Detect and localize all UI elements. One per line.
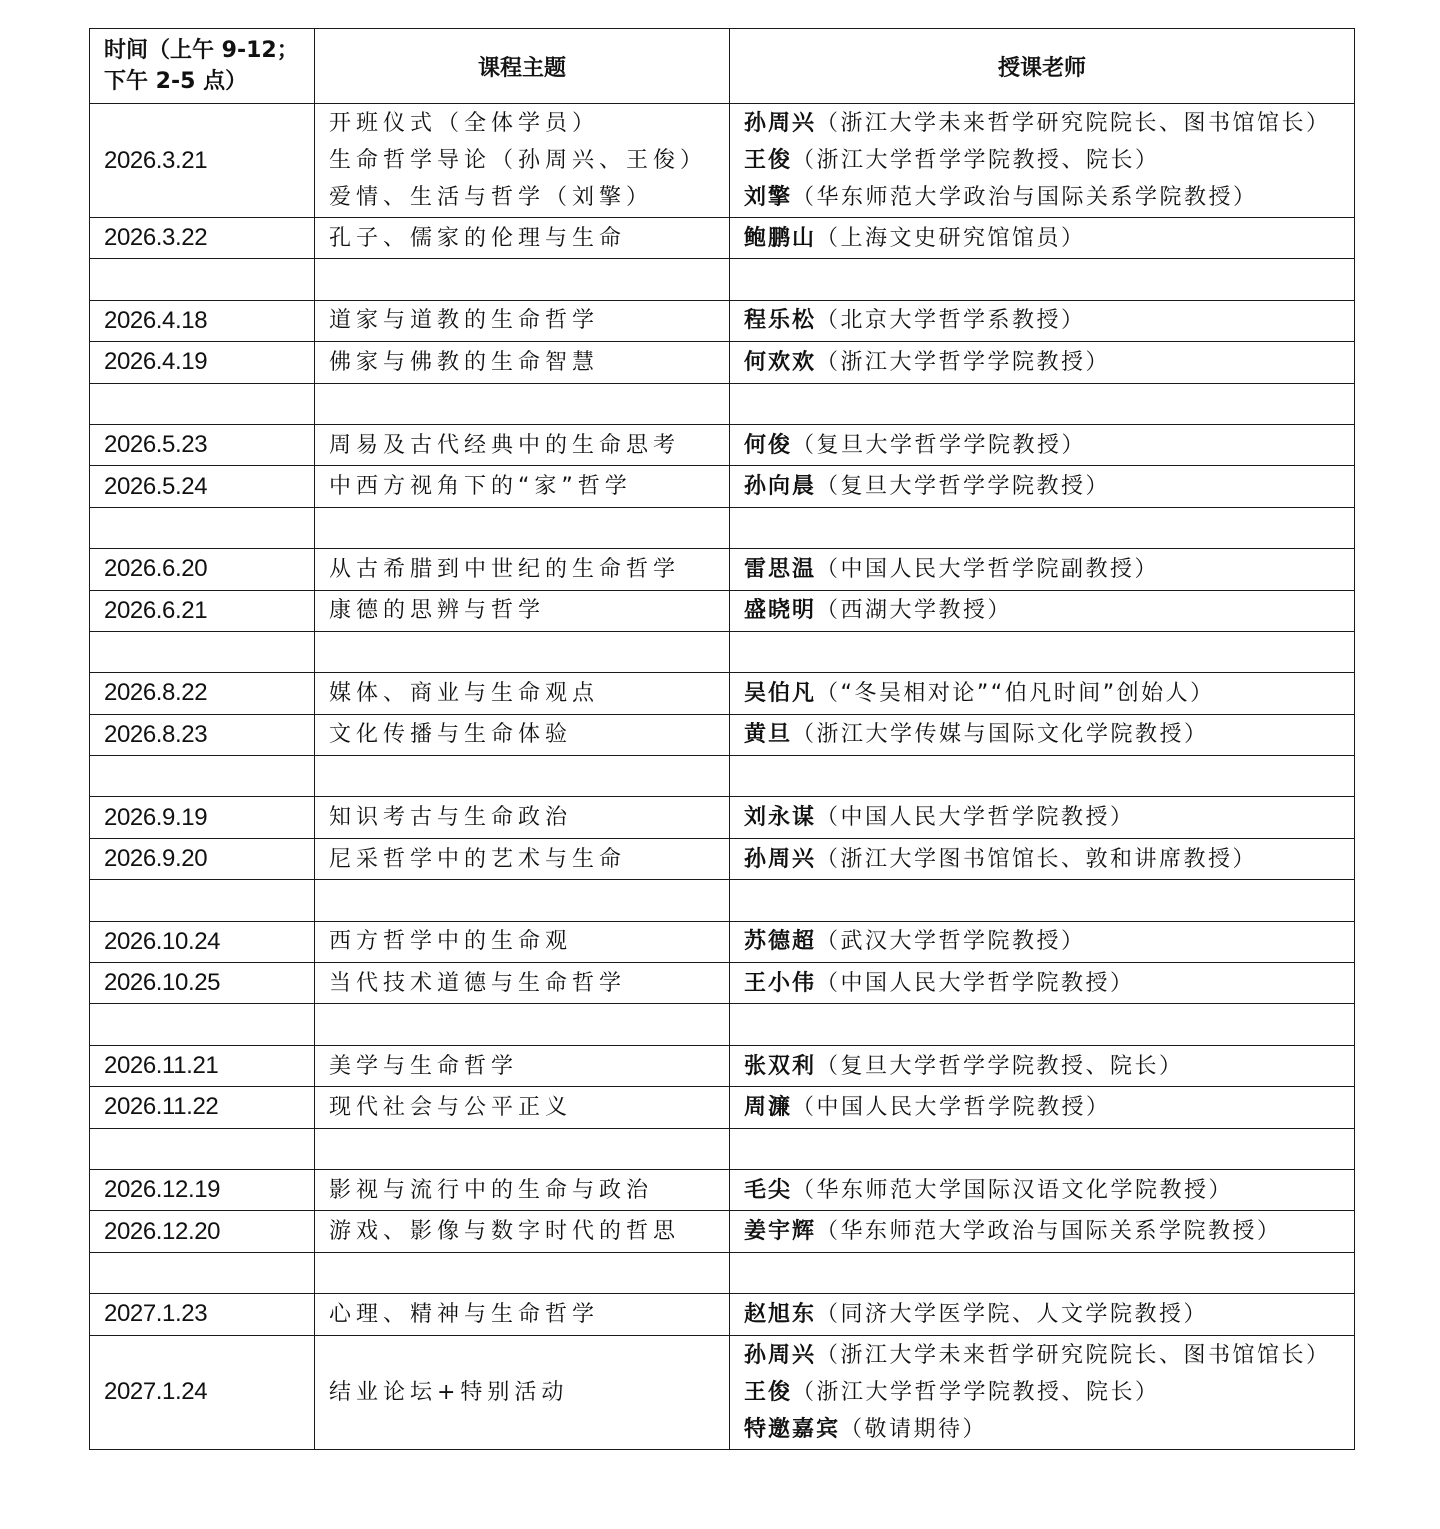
teacher-cell xyxy=(730,1335,1355,1449)
teacher-line xyxy=(744,1337,1340,1374)
teacher-line xyxy=(744,1213,1340,1250)
date-cell: 2026.4.19 xyxy=(90,342,315,383)
topic-cell xyxy=(315,507,730,548)
table-row xyxy=(90,342,1355,383)
teacher-line xyxy=(744,716,1340,753)
date-cell: 2026.5.24 xyxy=(90,466,315,507)
teacher-line xyxy=(744,468,1340,505)
topic-cell xyxy=(315,1211,730,1252)
topic-line: 佛家与佛教的生命智慧 xyxy=(329,349,600,375)
date-cell xyxy=(90,1128,315,1169)
date-cell xyxy=(90,756,315,797)
teacher-cell xyxy=(730,218,1355,259)
spacer-row xyxy=(90,1004,1355,1045)
teacher-line xyxy=(744,142,1340,179)
topic-cell xyxy=(315,880,730,921)
teacher-affiliation: （华东师范大学政治与国际关系学院教授） xyxy=(792,185,1258,210)
teacher-cell xyxy=(730,1087,1355,1128)
spacer-row xyxy=(90,756,1355,797)
teacher-name: 刘永谋 xyxy=(744,805,817,831)
teacher-name: 赵旭东 xyxy=(744,1301,817,1327)
topic-cell xyxy=(315,466,730,507)
teacher-line xyxy=(744,105,1340,142)
teacher-affiliation: （浙江大学图书馆馆长、敦和讲席教授） xyxy=(816,846,1258,872)
teacher-name: 盛晓明 xyxy=(744,598,817,624)
teacher-name: 吴伯凡 xyxy=(744,680,817,706)
topic-line: 康德的思辨与哲学 xyxy=(329,598,546,624)
teacher-name: 王俊 xyxy=(744,148,793,173)
teacher-affiliation: （北京大学哲学系教授） xyxy=(816,308,1086,334)
teacher-name: 苏德超 xyxy=(744,929,817,955)
teacher-cell xyxy=(730,880,1355,921)
date-cell: 2026.12.20 xyxy=(90,1211,315,1252)
header-time xyxy=(90,29,315,104)
topic-cell xyxy=(315,104,730,218)
topic-line: 影视与流行中的生命与政治 xyxy=(329,1177,654,1203)
date-cell: 2026.11.22 xyxy=(90,1087,315,1128)
table-row xyxy=(90,963,1355,1004)
teacher-affiliation: （中国人民大学哲学院教授） xyxy=(816,970,1135,996)
teacher-affiliation: （中国人民大学哲学院教授） xyxy=(792,1094,1111,1120)
topic-line: 尼采哲学中的艺术与生命 xyxy=(329,846,627,872)
teacher-line xyxy=(744,592,1340,629)
teacher-line xyxy=(744,1411,1340,1448)
teacher-cell xyxy=(730,838,1355,879)
teacher-cell xyxy=(730,756,1355,797)
spacer-row xyxy=(90,507,1355,548)
date-cell: 2026.6.21 xyxy=(90,590,315,631)
date-cell xyxy=(90,1004,315,1045)
teacher-name: 姜宇辉 xyxy=(744,1219,817,1245)
teacher-line xyxy=(744,551,1340,588)
table-row xyxy=(90,1045,1355,1086)
teacher-affiliation: （“冬吴相对论”“伯凡时间”创始人） xyxy=(816,680,1215,706)
date-cell: 2027.1.23 xyxy=(90,1294,315,1335)
topic-cell xyxy=(315,714,730,755)
topic-line: 生命哲学导论（孙周兴、王俊） xyxy=(329,148,708,173)
date-cell: 2026.9.19 xyxy=(90,797,315,838)
teacher-affiliation: （同济大学医学院、人文学院教授） xyxy=(816,1301,1209,1327)
teacher-affiliation: （复旦大学哲学学院教授、院长） xyxy=(816,1053,1184,1079)
header-topic: 课程主题 xyxy=(315,29,730,104)
topic-cell xyxy=(315,756,730,797)
date-cell xyxy=(90,383,315,424)
teacher-cell xyxy=(730,797,1355,838)
teacher-cell xyxy=(730,1211,1355,1252)
topic-cell xyxy=(315,424,730,465)
teacher-line xyxy=(744,1048,1340,1085)
teacher-cell xyxy=(730,631,1355,672)
topic-line: 心理、精神与生命哲学 xyxy=(329,1301,600,1327)
topic-cell xyxy=(315,300,730,341)
date-cell xyxy=(90,880,315,921)
topic-cell xyxy=(315,383,730,424)
header-row xyxy=(90,29,1355,104)
teacher-line xyxy=(744,1172,1340,1209)
header-teacher: 授课老师 xyxy=(730,29,1355,104)
teacher-cell xyxy=(730,590,1355,631)
date-cell: 2026.10.24 xyxy=(90,921,315,962)
topic-cell xyxy=(315,1294,730,1335)
date-cell: 2026.8.23 xyxy=(90,714,315,755)
topic-cell xyxy=(315,342,730,383)
topic-line: 西方哲学中的生命观 xyxy=(329,929,573,955)
table-row xyxy=(90,1169,1355,1210)
topic-line: 开班仪式（全体学员） xyxy=(329,111,600,136)
table-row xyxy=(90,104,1355,218)
teacher-affiliation: （复旦大学哲学学院教授） xyxy=(816,474,1111,500)
date-cell: 2026.3.22 xyxy=(90,218,315,259)
header-time-line1: 时间（上午 9-12； xyxy=(104,38,299,63)
teacher-affiliation: （浙江大学哲学学院教授、院长） xyxy=(792,148,1160,173)
teacher-affiliation: （敬请期待） xyxy=(840,1416,988,1442)
teacher-cell xyxy=(730,921,1355,962)
table-row xyxy=(90,1211,1355,1252)
spacer-row xyxy=(90,631,1355,672)
teacher-name: 程乐松 xyxy=(744,308,817,334)
teacher-line xyxy=(744,1089,1340,1126)
schedule-body xyxy=(90,104,1355,1450)
teacher-cell xyxy=(730,466,1355,507)
date-cell: 2026.5.23 xyxy=(90,424,315,465)
date-cell xyxy=(90,259,315,300)
teacher-name: 王小伟 xyxy=(744,970,817,996)
teacher-affiliation: （浙江大学未来哲学研究院院长、图书馆馆长） xyxy=(816,111,1331,136)
table-row xyxy=(90,590,1355,631)
date-cell: 2026.6.20 xyxy=(90,549,315,590)
teacher-cell xyxy=(730,342,1355,383)
topic-cell xyxy=(315,259,730,300)
topic-cell xyxy=(315,631,730,672)
teacher-line xyxy=(744,220,1340,257)
topic-line: 从古希腊到中世纪的生命哲学 xyxy=(329,556,681,582)
topic-cell xyxy=(315,590,730,631)
table-row xyxy=(90,921,1355,962)
topic-line: 文化传播与生命体验 xyxy=(329,722,573,748)
topic-cell xyxy=(315,549,730,590)
topic-cell xyxy=(315,921,730,962)
date-cell xyxy=(90,507,315,548)
topic-cell xyxy=(315,1004,730,1045)
topic-line: 道家与道教的生命哲学 xyxy=(329,308,600,334)
spacer-row xyxy=(90,259,1355,300)
teacher-cell xyxy=(730,673,1355,714)
teacher-name: 孙向晨 xyxy=(744,474,817,500)
teacher-name: 孙周兴 xyxy=(744,846,817,872)
table-row xyxy=(90,673,1355,714)
teacher-affiliation: （中国人民大学哲学院副教授） xyxy=(816,556,1160,582)
teacher-line xyxy=(744,841,1340,878)
teacher-name: 孙周兴 xyxy=(744,1342,817,1368)
teacher-line xyxy=(744,179,1340,216)
spacer-row xyxy=(90,1128,1355,1169)
teacher-cell xyxy=(730,963,1355,1004)
teacher-cell xyxy=(730,1294,1355,1335)
topic-line: 结业论坛+特别活动 xyxy=(329,1379,569,1405)
topic-line: 游戏、影像与数字时代的哲思 xyxy=(329,1219,681,1245)
teacher-cell xyxy=(730,1004,1355,1045)
table-row xyxy=(90,838,1355,879)
teacher-affiliation: （浙江大学哲学学院教授） xyxy=(816,349,1111,375)
table-row xyxy=(90,1335,1355,1449)
date-cell: 2027.1.24 xyxy=(90,1335,315,1449)
teacher-cell xyxy=(730,259,1355,300)
teacher-name: 鲍鹏山 xyxy=(744,225,817,251)
topic-cell xyxy=(315,1335,730,1449)
topic-line: 当代技术道德与生命哲学 xyxy=(329,970,627,996)
teacher-name: 王俊 xyxy=(744,1379,793,1405)
topic-cell xyxy=(315,218,730,259)
teacher-cell xyxy=(730,424,1355,465)
teacher-name: 何俊 xyxy=(744,432,793,458)
date-cell: 2026.4.18 xyxy=(90,300,315,341)
topic-cell xyxy=(315,673,730,714)
teacher-affiliation: （浙江大学传媒与国际文化学院教授） xyxy=(792,722,1209,748)
teacher-line xyxy=(744,923,1340,960)
teacher-name: 张双利 xyxy=(744,1053,817,1079)
spacer-row xyxy=(90,1252,1355,1293)
teacher-line xyxy=(744,799,1340,836)
date-cell: 2026.3.21 xyxy=(90,104,315,218)
topic-cell xyxy=(315,838,730,879)
spacer-row xyxy=(90,880,1355,921)
teacher-cell xyxy=(730,714,1355,755)
schedule-table xyxy=(89,28,1355,1450)
teacher-affiliation: （华东师范大学国际汉语文化学院教授） xyxy=(792,1177,1234,1203)
teacher-cell xyxy=(730,300,1355,341)
date-cell xyxy=(90,631,315,672)
table-row xyxy=(90,549,1355,590)
teacher-affiliation: （浙江大学未来哲学研究院院长、图书馆馆长） xyxy=(816,1342,1331,1368)
teacher-name: 孙周兴 xyxy=(744,111,817,136)
teacher-line xyxy=(744,675,1340,712)
teacher-affiliation: （复旦大学哲学学院教授） xyxy=(792,432,1087,458)
teacher-cell xyxy=(730,104,1355,218)
topic-cell xyxy=(315,797,730,838)
topic-line: 周易及古代经典中的生命思考 xyxy=(329,432,681,458)
teacher-cell xyxy=(730,383,1355,424)
topic-cell xyxy=(315,1169,730,1210)
teacher-name: 黄旦 xyxy=(744,722,793,748)
date-cell: 2026.12.19 xyxy=(90,1169,315,1210)
table-row xyxy=(90,300,1355,341)
date-cell: 2026.10.25 xyxy=(90,963,315,1004)
table-row xyxy=(90,1087,1355,1128)
teacher-cell xyxy=(730,1045,1355,1086)
teacher-affiliation: （华东师范大学政治与国际关系学院教授） xyxy=(816,1219,1282,1245)
teacher-affiliation: （上海文史研究馆馆员） xyxy=(816,225,1086,251)
table-row xyxy=(90,466,1355,507)
teacher-name: 特邀嘉宾 xyxy=(744,1416,841,1442)
topic-line: 孔子、儒家的伦理与生命 xyxy=(329,225,627,251)
table-row xyxy=(90,424,1355,465)
teacher-line xyxy=(744,965,1340,1002)
topic-line: 爱情、生活与哲学（刘擎） xyxy=(329,185,654,210)
teacher-name: 何欢欢 xyxy=(744,349,817,375)
date-cell: 2026.9.20 xyxy=(90,838,315,879)
teacher-cell xyxy=(730,1252,1355,1293)
teacher-line xyxy=(744,1296,1340,1333)
table-row xyxy=(90,1294,1355,1335)
table-row xyxy=(90,797,1355,838)
teacher-cell xyxy=(730,507,1355,548)
teacher-name: 周濂 xyxy=(744,1094,793,1120)
spacer-row xyxy=(90,383,1355,424)
teacher-affiliation: （浙江大学哲学学院教授、院长） xyxy=(792,1379,1160,1405)
teacher-line xyxy=(744,1374,1340,1411)
teacher-affiliation: （中国人民大学哲学院教授） xyxy=(816,805,1135,831)
teacher-line xyxy=(744,344,1340,381)
topic-line: 知识考古与生命政治 xyxy=(329,805,573,831)
date-cell: 2026.11.21 xyxy=(90,1045,315,1086)
topic-cell xyxy=(315,1045,730,1086)
date-cell: 2026.8.22 xyxy=(90,673,315,714)
table-row xyxy=(90,714,1355,755)
teacher-cell xyxy=(730,1169,1355,1210)
teacher-line xyxy=(744,427,1340,464)
topic-line: 媒体、商业与生命观点 xyxy=(329,680,600,706)
teacher-affiliation: （武汉大学哲学院教授） xyxy=(816,929,1086,955)
topic-cell xyxy=(315,1087,730,1128)
topic-cell xyxy=(315,1128,730,1169)
topic-cell xyxy=(315,1252,730,1293)
table-row xyxy=(90,218,1355,259)
teacher-affiliation: （西湖大学教授） xyxy=(816,598,1013,624)
teacher-name: 毛尖 xyxy=(744,1177,793,1203)
teacher-cell xyxy=(730,1128,1355,1169)
teacher-line xyxy=(744,302,1340,339)
topic-line: 美学与生命哲学 xyxy=(329,1053,519,1079)
header-time-line2: 下午 2-5 点） xyxy=(104,69,248,94)
teacher-name: 刘擎 xyxy=(744,185,793,210)
topic-line: 现代社会与公平正义 xyxy=(329,1094,573,1120)
teacher-name: 雷思温 xyxy=(744,556,817,582)
topic-cell xyxy=(315,963,730,1004)
topic-line: 中西方视角下的“家”哲学 xyxy=(329,474,632,500)
date-cell xyxy=(90,1252,315,1293)
teacher-cell xyxy=(730,549,1355,590)
